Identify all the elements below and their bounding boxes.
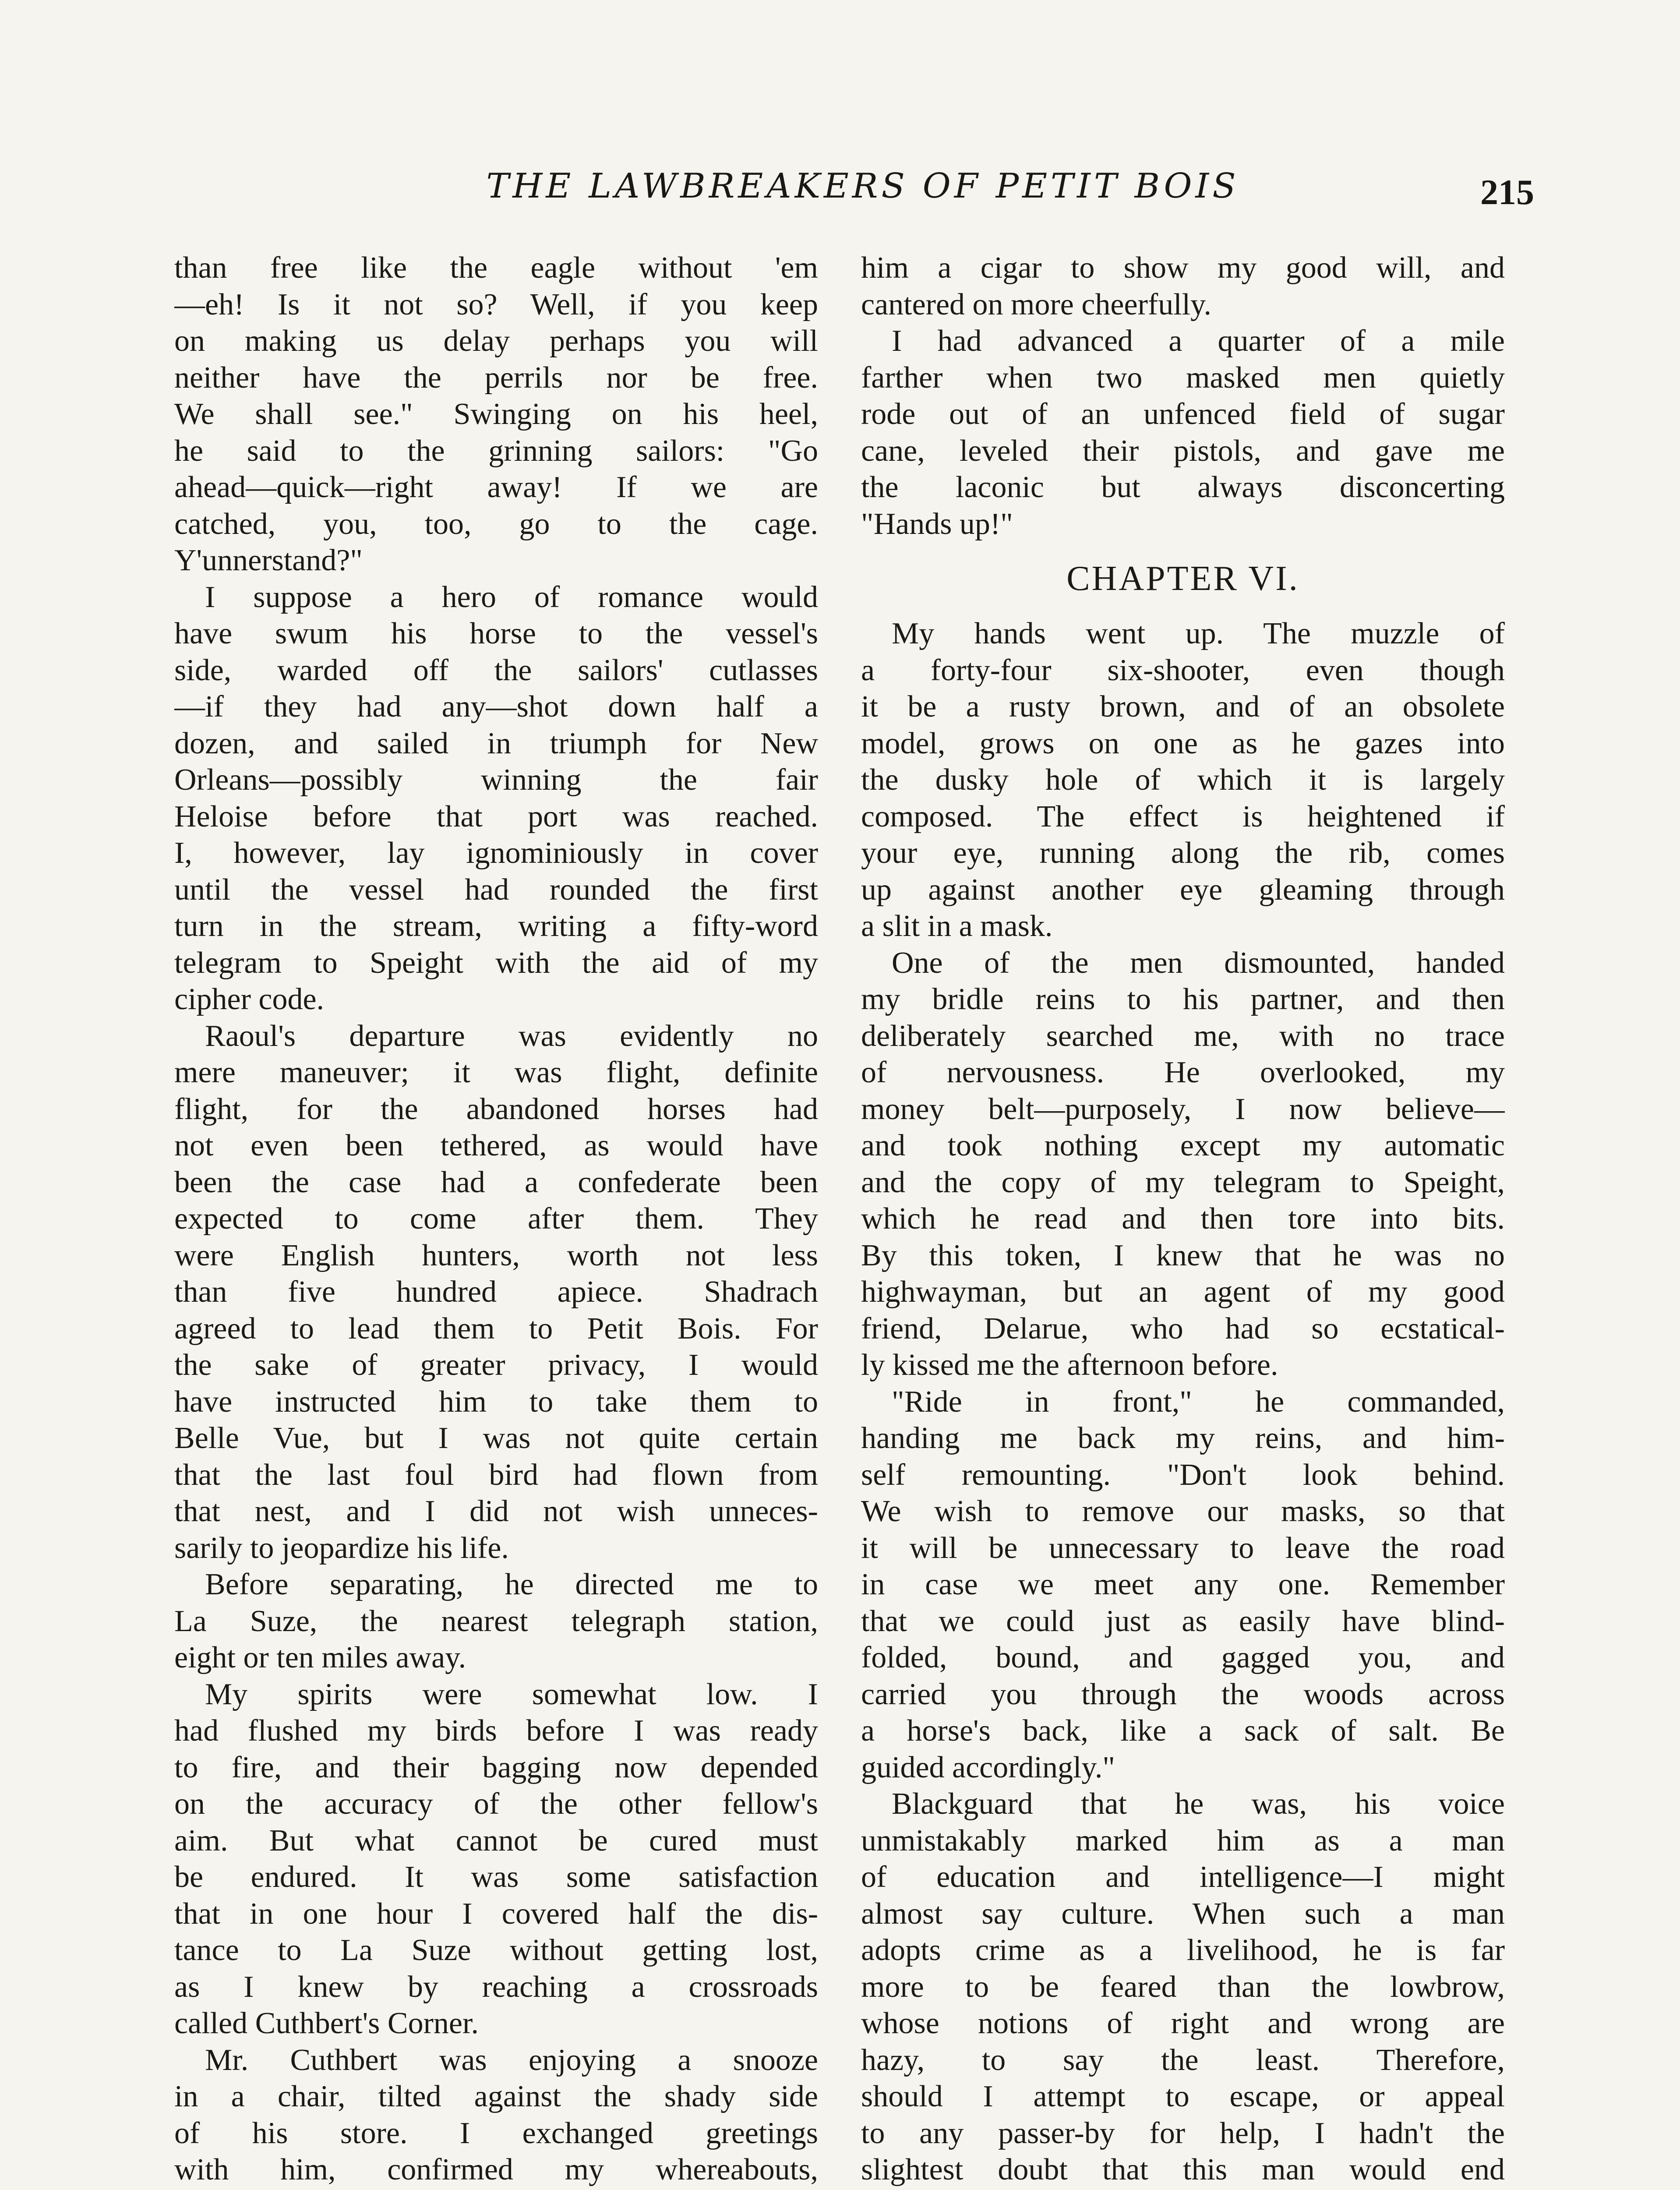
- text-line: of nervousness. He overlooked, my: [861, 1056, 1505, 1089]
- text-line: catched, you, too, go to the cage.: [174, 507, 818, 541]
- text-line: One of the men dismounted, handed: [892, 946, 1505, 980]
- text-line: that the last foul bird had flown from: [174, 1458, 818, 1492]
- text-line: that nest, and I did not wish unneces-: [174, 1494, 818, 1528]
- text-line: ahead—quick—right away! If we are: [174, 470, 818, 504]
- text-line: in case we meet any one. Remember: [861, 1568, 1505, 1601]
- text-line: turn in the stream, writing a fifty-word: [174, 909, 818, 943]
- text-line: up against another eye gleaming through: [861, 872, 1505, 907]
- text-line: were English hunters, worth not less: [174, 1238, 818, 1272]
- text-line: hazy, to say the least. Therefore,: [861, 2043, 1505, 2077]
- text-line: him a cigar to show my good will, and: [861, 251, 1505, 285]
- text-line: should I attempt to escape, or appeal: [861, 2080, 1505, 2113]
- text-line: folded, bound, and gagged you, and: [861, 1641, 1505, 1674]
- text-line: highwayman, but an agent of my good: [861, 1275, 1505, 1309]
- text-line: be endured. It was some satisfaction: [174, 1860, 818, 1894]
- text-line: guided accordingly.": [861, 1750, 1115, 1784]
- text-line: whose notions of right and wrong are: [861, 2006, 1505, 2040]
- text-line: a horse's back, like a sack of salt. Be: [861, 1714, 1505, 1748]
- left-text-column: [174, 250, 818, 2190]
- text-line: dozen, and sailed in triumph for New: [174, 726, 818, 760]
- text-line: on making us delay perhaps you will: [174, 324, 818, 358]
- text-line: Heloise before that port was reached.: [174, 799, 818, 834]
- right-column-top-block: [861, 250, 1505, 542]
- text-line: than free like the eagle without 'em: [174, 251, 818, 285]
- text-line: aim. But what cannot be cured must: [174, 1823, 818, 1858]
- right-text-column: [861, 250, 1505, 2190]
- text-line: cantered on more cheerfully.: [861, 287, 1212, 321]
- text-line: been the case had a confederate been: [174, 1165, 818, 1199]
- text-line: than five hundred apiece. Shadrach: [174, 1275, 818, 1309]
- text-line: mere maneuver; it was flight, definite: [174, 1056, 818, 1089]
- text-line: the sake of greater privacy, I would: [174, 1348, 818, 1382]
- text-line: adopts crime as a livelihood, he is far: [861, 1933, 1505, 1967]
- text-line: my bridle reins to his partner, and then: [861, 982, 1505, 1016]
- text-line: friend, Delarue, who had so ecstatical-: [861, 1311, 1505, 1346]
- text-line: to any passer-by for help, I hadn't the: [861, 2116, 1505, 2150]
- text-line: My spirits were somewhat low. I: [205, 1677, 818, 1711]
- text-line: neither have the perrils nor be free.: [174, 360, 818, 395]
- text-line: I suppose a hero of romance would: [205, 580, 818, 614]
- text-line: eight or ten miles away.: [174, 1641, 466, 1674]
- text-line: La Suze, the nearest telegraph station,: [174, 1604, 818, 1638]
- text-line: self remounting. "Don't look behind.: [861, 1458, 1505, 1492]
- text-line: more to be feared than the lowbrow,: [861, 1970, 1505, 2004]
- text-line: which he read and then tore into bits.: [861, 1202, 1505, 1236]
- text-line: "Hands up!": [861, 507, 1013, 541]
- text-line: he said to the grinning sailors: "Go: [174, 434, 818, 468]
- text-line: Blackguard that he was, his voice: [892, 1787, 1505, 1821]
- text-line: until the vessel had rounded the first: [174, 872, 818, 907]
- text-line: as I knew by reaching a crossroads: [174, 1970, 818, 2004]
- text-line: a slit in a mask.: [861, 909, 1053, 943]
- text-line: I had advanced a quarter of a mile: [892, 324, 1505, 358]
- text-line: cipher code.: [174, 982, 325, 1016]
- text-line: that in one hour I covered half the dis-: [174, 1897, 818, 1931]
- chapter-heading: CHAPTER VI.: [1066, 559, 1299, 598]
- text-line: —eh! Is it not so? Well, if you keep: [174, 287, 818, 321]
- text-line: side, warded off the sailors' cutlasses: [174, 653, 818, 687]
- text-line: of his store. I exchanged greetings: [174, 2116, 818, 2150]
- text-line: unmistakably marked him as a man: [861, 1823, 1505, 1858]
- text-line: sarily to jeopardize his life.: [174, 1531, 509, 1565]
- text-line: and took nothing except my automatic: [861, 1129, 1505, 1162]
- text-line: We wish to remove our masks, so that: [861, 1494, 1505, 1528]
- text-line: not even been tethered, as would have: [174, 1129, 818, 1162]
- text-line: your eye, running along the rib, comes: [861, 836, 1505, 870]
- text-line: a forty-four six-shooter, even though: [861, 653, 1505, 687]
- text-line: have instructed him to take them to: [174, 1385, 818, 1419]
- text-line: have swum his horse to the vessel's: [174, 617, 818, 650]
- text-line: and the copy of my telegram to Speight,: [861, 1165, 1505, 1199]
- text-line: money belt—purposely, I now believe—: [861, 1092, 1505, 1126]
- text-line: deliberately searched me, with no trace: [861, 1019, 1505, 1053]
- text-line: of education and intelligence—I might: [861, 1860, 1505, 1894]
- text-line: model, grows on one as he gazes into: [861, 726, 1505, 760]
- text-line: Before separating, he directed me to: [205, 1568, 818, 1601]
- text-line: it will be unnecessary to leave the road: [861, 1531, 1505, 1565]
- text-line: I, however, lay ignominiously in cover: [174, 836, 818, 870]
- text-line: My hands went up. The muzzle of: [892, 617, 1505, 650]
- text-line: with him, confirmed my whereabouts,: [174, 2153, 818, 2186]
- text-line: composed. The effect is heightened if: [861, 799, 1505, 834]
- text-line: ly kissed me the afternoon before.: [861, 1348, 1278, 1382]
- text-line: tance to La Suze without getting lost,: [174, 1933, 818, 1967]
- text-line: flight, for the abandoned horses had: [174, 1092, 818, 1126]
- right-column-bottom-block: [861, 615, 1505, 2190]
- text-line: Orleans—possibly winning the fair: [174, 763, 818, 797]
- text-line: expected to come after them. They: [174, 1202, 818, 1236]
- text-line: called Cuthbert's Corner.: [174, 2006, 479, 2040]
- text-line: carried you through the woods across: [861, 1677, 1505, 1711]
- text-line: in a chair, tilted against the shady side: [174, 2080, 818, 2113]
- text-line: telegram to Speight with the aid of my: [174, 946, 818, 980]
- text-line: cane, leveled their pistols, and gave me: [861, 434, 1505, 468]
- text-line: Raoul's departure was evidently no: [205, 1019, 818, 1053]
- text-line: the laconic but always disconcerting: [861, 470, 1505, 504]
- text-line: that we could just as easily have blind-: [861, 1604, 1505, 1638]
- text-line: We shall see." Swinging on his heel,: [174, 397, 818, 431]
- text-line: —if they had any—shot down half a: [174, 690, 818, 724]
- running-title: THE LAWBREAKERS OF PETIT BOIS: [486, 166, 1239, 206]
- text-line: handing me back my reins, and him-: [861, 1421, 1505, 1455]
- text-line: it be a rusty brown, and of an obsolete: [861, 690, 1505, 724]
- text-line: almost say culture. When such a man: [861, 1897, 1505, 1931]
- text-line: had flushed my birds before I was ready: [174, 1714, 818, 1748]
- text-line: slightest doubt that this man would end: [861, 2153, 1505, 2186]
- text-line: Mr. Cuthbert was enjoying a snooze: [205, 2043, 818, 2077]
- text-line: agreed to lead them to Petit Bois. For: [174, 1311, 818, 1346]
- text-line: By this token, I knew that he was no: [861, 1238, 1505, 1272]
- text-line: "Ride in front," he commanded,: [892, 1385, 1505, 1419]
- page-number: 215: [1480, 172, 1534, 212]
- text-line: rode out of an unfenced field of sugar: [861, 397, 1505, 431]
- text-line: [861, 2188, 1505, 2190]
- text-line: Belle Vue, but I was not quite certain: [174, 1421, 818, 1455]
- text-line: to fire, and their bagging now depended: [174, 1750, 818, 1784]
- text-line: [174, 2188, 818, 2190]
- text-line: farther when two masked men quietly: [861, 360, 1505, 395]
- text-line: on the accuracy of the other fellow's: [174, 1787, 818, 1821]
- text-line: the dusky hole of which it is largely: [861, 763, 1505, 797]
- text-line: Y'unnerstand?": [174, 544, 363, 577]
